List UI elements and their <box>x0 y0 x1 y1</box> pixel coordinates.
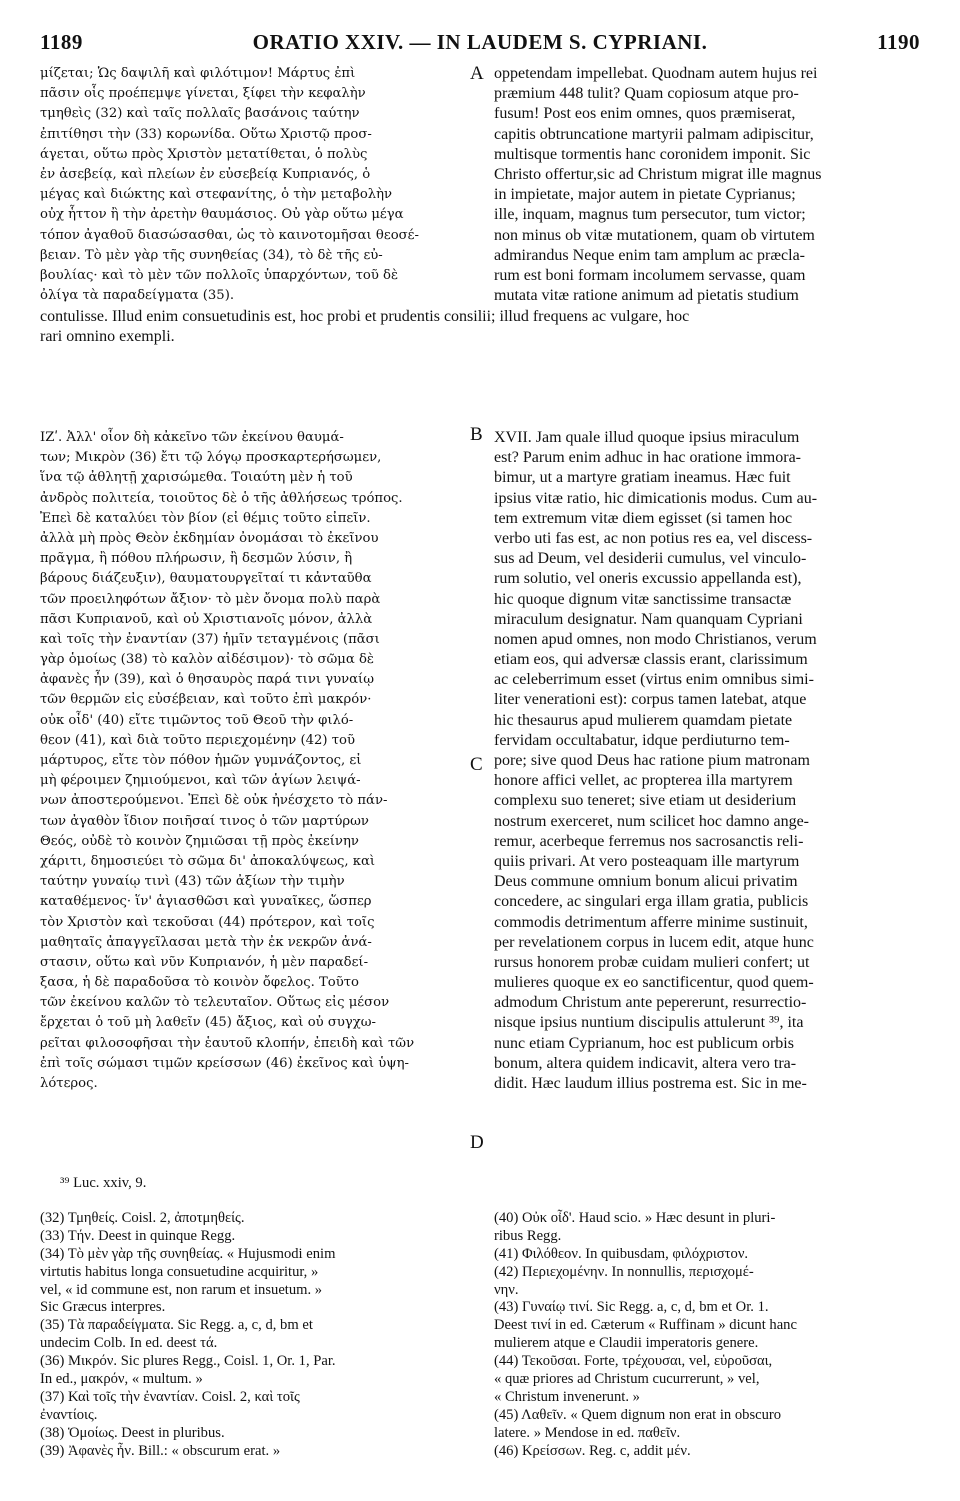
greek-text-line: μίζεται; Ὡς δαψιλῆ καὶ φιλότιμον! Μάρτυς ἐπὶ <box>40 66 356 81</box>
latin-text-line: rum est boni formam incolumem servasse, quam <box>494 266 806 284</box>
latin-text-line: non minus ob vitæ mutationem, quam ob virtutem <box>494 226 815 244</box>
greek-text-line: άγεται, οὕτω πρὸς Χριστὸν μετατίθεται, ὁ πολὺς <box>40 146 368 162</box>
footnote-line: vel, « id commune est, non rarum et insuetum. » <box>40 1281 323 1298</box>
greek-text-line: τῶν θερμῶν εἰς εὐσέβειαν, καὶ τοῦτο ἐπὶ μακρόν· <box>40 692 372 708</box>
greek-text-line: ἀφανὲς ἦν (39), καὶ ὁ θησαυρὸς παρά τινι γυναίῳ <box>40 672 374 688</box>
latin-text-line: nostrum exerceret, num scilicet hoc damno ange- <box>494 812 809 830</box>
footnotes-right <box>494 1210 920 1460</box>
greek-text-line: γὰρ ὁμοίως (38) τὸ καλὸν αἰδέσιμον)· τὸ σῶμα δὲ <box>40 652 374 668</box>
greek-text-line: βάρους διάζευξιν), θαυματουργεῖταί τι κἀνταῦθα <box>40 571 372 587</box>
greek-text-line: ΙΖʹ. Ἀλλ' οἷον δὴ κἀκεῖνο τῶν ἐκείνου θαυμά- <box>40 430 344 445</box>
greek-text-line: τόπον ἀγαθοῦ διασώσασθαι, ὡς τὸ καινοτομῆσαι θεοσέ- <box>40 227 419 243</box>
latin-text-line: rursus honorem probæ cuidam mulieri confert; ut <box>494 953 810 971</box>
greek-text-line: στασιν, οὕτω καὶ νῦν Κυπριανόν, ἡ μὲν παραδεί- <box>40 954 369 970</box>
latin-text-line: quiis privari. At vero posteaquam ille martyrum <box>494 852 800 870</box>
latin-text-line: multisque tormentis hanc coronidem imponit. Sic <box>494 145 811 163</box>
scripture-reference <box>60 1175 460 1193</box>
footnote-line: In ed., μακρόν, « multum. » <box>40 1371 203 1388</box>
page-header <box>40 30 920 58</box>
greek-text-line: ταύτην γυναίῳ τινὶ (43) τῶν ἀξίων τὴν τιμὴν <box>40 874 345 890</box>
greek-text-line: Θεός, οὐδὲ τὸ κοινὸν ζημιῶσαι τῇ πρὸς ἐκείνην <box>40 833 359 849</box>
latin-text-line: ille, inquam, magnus tum persecutor, tum victor; <box>494 206 806 224</box>
latin-text-line: nunc etiam Cyprianum, hoc est publicum orbis <box>494 1034 794 1052</box>
greek-text-line: ἵνα τῷ ἀθλητῇ χαρισώμεθα. Τοιαύτη μὲν ἡ τοῦ <box>40 470 353 486</box>
latin-text-line: ipsius vitæ ratio, hic dimicationis modus. Cum au- <box>494 489 818 507</box>
greek-text-line: ἐπιτίθησι τὴν (33) κορωνίδα. Οὕτω Χριστῷ προσ- <box>40 126 372 142</box>
running-title: ORATIO XXIV. — IN LAUDEM S. CYPRIANI. <box>252 30 708 54</box>
greek-text-line: ἐπὶ τοῖς σώμασι τιμῶν κρείσσων (46) ἐκεῖνος καὶ ὑψη- <box>40 1055 409 1071</box>
footnote-line: mulierem atque e Claudii imperatoris genere. <box>494 1335 759 1352</box>
latin-text-line: capitis obtruncatione martyrii palmam adipiscitur, <box>494 125 814 143</box>
latin-text-line: Christo offertur,sic ad Christum migrat ille magnus <box>494 165 822 183</box>
full-width-paragraph <box>40 307 920 347</box>
latin-text-line: hic thesaurus apud mulierem quamdam pietate <box>494 711 793 729</box>
latin-text-line: bimur, ut a martyre gratiam ineamus. Hæc fuit <box>494 469 791 487</box>
latin-text-line: commodis detrimentum afferre minime sustinuit, <box>494 913 808 931</box>
footnote-line: (43) Γυναίῳ τινί. Sic Regg. a, c, d, bm et Or. 1. <box>494 1299 769 1316</box>
greek-column-section-2 <box>40 428 470 1094</box>
latin-column-section-1 <box>494 64 920 306</box>
greek-column-section-1 <box>40 64 470 306</box>
footnote-line: (32) Τμηθείς. Coisl. 2, ἀποτμηθείς. <box>40 1210 245 1226</box>
footnote-line: (38) Ὁμοίως. Deest in pluribus. <box>40 1424 225 1441</box>
latin-text-line: etiam eos, qui adversæ classis erant, clarissimum <box>494 651 808 669</box>
footnote-line: « quæ priores ad Christum cucurrerunt, » vel, <box>494 1371 760 1388</box>
footnote-line: νην. <box>494 1281 519 1298</box>
footnote-line: undecim Colb. In ed. deest τά. <box>40 1335 218 1352</box>
latin-text-line: pore; sive quod Deus hac ratione pium matronam <box>494 752 810 769</box>
latin-column-section-2 <box>494 428 920 1094</box>
margin-marker-b: B <box>470 424 483 445</box>
latin-text-line: liter venerationi est): corpus tamen latebat, atque <box>494 691 807 709</box>
footnote-line: (36) Μικρόν. Sic plures Regg., Coisl. 1, Or. 1, Par. <box>40 1353 336 1370</box>
latin-text-line: nisque ipsius nuntium discipulis attulerunt ³⁹, ita <box>494 1014 804 1032</box>
greek-text-line: των ἀγαθὸν ἴδιον ποιῆσαί τινος ὁ τῶν μαρτύρων <box>40 813 369 829</box>
latin-text-line: Deus commune omnium bonum alicui privatim <box>494 873 798 891</box>
latin-text-line: contulisse. Illud enim consuetudinis est, hoc probi et prudentis consilii; illud frequens ac vulgare, hoc <box>40 308 690 325</box>
footnote-line: (39) Ἀφανὲς ἦν. Bill.: « obscurum erat. » <box>40 1442 281 1459</box>
greek-text-line: χάριτι, δημοσιεύει τὸ σῶμα δι' ἀποκαλύψεως, καὶ <box>40 853 376 869</box>
latin-text-line: per revelationem corpus in lucem edit, atque hunc <box>494 933 814 951</box>
page-number-left: 1189 <box>40 30 83 54</box>
footnote-line: (45) Λαθεῖν. « Quem dignum non erat in obscuro <box>494 1406 782 1423</box>
greek-text-line: ξασα, ἡ δὲ παραδοῦσα τὸ κοινὸν ὄφελος. Τοῦτο <box>40 975 359 991</box>
latin-text-line: tem extremum vitæ diem egisset (si tamen hoc <box>494 509 793 527</box>
latin-text-line: oppetendam impellebat. Quodnam autem hujus rei <box>494 65 818 82</box>
footnotes-left <box>40 1210 480 1460</box>
latin-text-line: sus ad Deum, vel desiderii cumulus, vel vinculo- <box>494 550 807 568</box>
greek-text-line: καταθέμενος· ἵν' ἁγιασθῶσι καὶ γυναῖκες, ὥσπερ <box>40 894 372 910</box>
latin-text-line: nomen apud omnes, non modo Christianos, verum <box>494 630 817 648</box>
latin-text-line: remur, acerbeque ferremus nos sacrosanctis reli- <box>494 832 804 850</box>
footnote-line: (40) Οὐκ οἶδ'. Haud scio. » Hæc desunt in pluri- <box>494 1210 776 1226</box>
latin-text-line: præmium 448 tulit? Quam copiosum atque pro- <box>494 85 799 103</box>
page-number-right: 1190 <box>877 30 920 54</box>
latin-text-line: mutata vitæ ratione animum ad pietatis studium <box>494 287 799 305</box>
greek-text-line: των; Μικρὸν (36) ἔτι τῷ λόγῳ προσκαρτερήσωμεν, <box>40 450 382 466</box>
latin-text-line: rari omnino exempli. <box>40 328 175 346</box>
footnote-line: (34) Τὸ μὲν γὰρ τῆς συνηθείας. « Hujusmodi enim <box>40 1245 336 1262</box>
greek-text-line: Ἐπεὶ δὲ καταλύει τὸν βίον (εἰ θέμις τοῦτο εἰπεῖν. <box>40 510 371 526</box>
latin-text-line: admirandus Neque enim tam amplum ac præcla- <box>494 246 806 264</box>
footnote-line: (41) Φιλόθεον. In quibusdam, φιλόχριστον. <box>494 1245 749 1262</box>
footnote-line: Sic Græcus interpres. <box>40 1299 166 1316</box>
footnote-line: « Christum invenerunt. » <box>494 1388 640 1405</box>
footnote-line: (46) Κρείσσων. Reg. c, addit μέν. <box>494 1442 691 1459</box>
footnote-line: Deest τινί in ed. Cæterum « Ruffinam » dicunt hanc <box>494 1317 797 1334</box>
greek-text-line: καὶ τοῖς τὴν ἐναντίαν (37) ἡμῖν τεταγμένοις (πᾶσι <box>40 631 380 647</box>
greek-text-line: ἀλλὰ μὴ πρὸς Θεὸν ἐκδημίαν ὀνομάσαι τὸ ἐκεῖνου <box>40 530 379 546</box>
latin-text-line: bonum, altera quidem indicavit, altera vero tra- <box>494 1054 797 1072</box>
margin-marker-a: A <box>470 63 484 84</box>
footnote-line: (33) Τήν. Deest in quinque Regg. <box>40 1227 236 1244</box>
latin-text-line: ac celeberrimum esset (virtus enim omnibus simi- <box>494 671 814 689</box>
greek-text-line: ἔρχεται ὁ τοῦ μὴ λαθεῖν (45) ἄξιος, καὶ οὐ συγχω- <box>40 1015 376 1031</box>
latin-text-line: rum solutio, vel oneris excussio appellanda est), <box>494 570 802 588</box>
footnote-line: (42) Περιεχομένην. In nonnullis, περισχομέ- <box>494 1263 754 1280</box>
greek-text-line: τῶν ἐκείνου καλῶν τὸ τελευταῖον. Οὕτως εἰς μέσον <box>40 995 390 1011</box>
greek-text-line: τῶν προειληφότων ἄξιον· τὸ μὲν ὄνομα πολὺ παρὰ <box>40 591 381 607</box>
margin-marker-d: D <box>470 1132 484 1153</box>
latin-text-line: honore affici vellet, ac propterea illa martyrem <box>494 772 793 790</box>
greek-text-line: τμηθεὶς (32) καὶ ταῖς πολλαῖς βασάνοις ταύτην <box>40 106 360 122</box>
greek-text-line: ἀνδρὸς πολιτεία, τοιοῦτος δὲ ὁ τῆς ἀθλήσεως τρόπος. <box>40 490 403 506</box>
latin-text-line: mulieres quoque ex eo sanctificentur, quod quem- <box>494 974 814 992</box>
footnote-line: virtutis habitus longa consuetudine acquiritur, » <box>40 1263 319 1280</box>
latin-text-line: hic quoque dignum vitæ sanctissime transactæ <box>494 590 792 608</box>
greek-text-line: οὐχ ἧττον ἢ τὴν ἀρετὴν θαυμάσιος. Οὐ γὰρ οὕτω μέγα <box>40 207 404 223</box>
greek-text-line: μάρτυρος, εἴτε τὸν πόθον ἡμῶν γυμνάζοντος, εἰ <box>40 753 362 768</box>
latin-text-line: concedere, ac singulari erga illam gratia, publicis <box>494 893 809 911</box>
footnote-line: latere. » Mendose in ed. παθεῖν. <box>494 1424 681 1441</box>
margin-marker-c: C <box>470 754 483 775</box>
greek-text-line: βειαν. Τὸ μὲν γὰρ τῆς συνηθείας (34), τὸ δὲ τῆς εὐ- <box>40 247 383 263</box>
greek-text-line: τὸν Χριστὸν καὶ τεκοῦσαι (44) πρότερον, καὶ τοῖς <box>40 914 375 930</box>
latin-text-line: fusum! Post eos enim omnes, quos præmiserat, <box>494 105 796 123</box>
greek-text-line: οὐκ οἶδ' (40) εἴτε τιμῶντος τοῦ Θεοῦ τὴν φιλό- <box>40 712 354 728</box>
greek-text-line: βουλίας· καὶ τὸ μὲν τῶν πολλοῖς ὑπαρχόντων, τοῦ δὲ <box>40 267 399 283</box>
latin-text-line: fervidam occultabatur, idque perdiuturno tem- <box>494 731 790 749</box>
greek-text-line: πρᾶγμα, ἢ πόθου πλήρωσιν, ἢ δεσμῶν λύσιν, ἢ <box>40 551 353 567</box>
footnote-line: ἐναντίοις. <box>40 1406 98 1423</box>
greek-text-line: πᾶσιν οἷς προέπεμψε γίνεται, ξίφει τὴν κεφαλὴν <box>40 86 366 102</box>
greek-text-line: θεον (41), καὶ διὰ τοῦτο περιεχομένην (42) τοῦ <box>40 732 355 748</box>
greek-text-line: λότερος. <box>40 1076 98 1091</box>
latin-text-line: miraculum designatur. Nam quanquam Cypriani <box>494 610 803 628</box>
greek-text-line: ρεῖται φιλοσοφῆσαι τὴν ἑαυτοῦ κλοπήν, ἐπειδὴ καὶ τῶν <box>40 1035 415 1051</box>
greek-text-line: ὀλίγα τὰ παραδείγματα (35). <box>40 288 235 304</box>
footnote-line: (35) Τὰ παραδείγματα. Sic Regg. a, c, d, bm et <box>40 1317 313 1334</box>
latin-text-line: in impietate, major autem in pietate Cyprianus; <box>494 186 796 204</box>
greek-text-line: πᾶσι Κυπριανοῦ, καὶ οὐ Χριστιανοῖς μόνον, ἀλλὰ <box>40 611 373 627</box>
latin-text-line: verbo uti fas est, ac non potius res ea, vel discess- <box>494 529 813 547</box>
latin-text-line: XVII. Jam quale illud quoque ipsius miraculum <box>494 429 800 446</box>
latin-text-line: didit. Hæc laudum illius postrema est. Sic in me- <box>494 1075 807 1092</box>
greek-text-line: μαθηταῖς ἀπαγγεῖλασαι μετὰ τὴν ἐκ νεκρῶν ἀνά- <box>40 934 372 950</box>
greek-text-line: μὴ φέροιμεν ζημιούμενοι, καὶ τῶν ἁγίων λειψά- <box>40 773 361 789</box>
greek-text-line: νων ἀποστερούμενοι. Ἐπεὶ δὲ οὐκ ἠνέσχετο τὸ πάν- <box>40 793 388 809</box>
footnote-line: ribus Regg. <box>494 1227 562 1244</box>
footnote-line: (44) Τεκοῦσαι. Forte, τρέχουσαι, vel, εὑροῦσαι, <box>494 1353 773 1370</box>
latin-text-line: admodum Christum ante pepererunt, resurrectio- <box>494 994 807 1012</box>
greek-text-line: ἐν ἀσεβείᾳ, καὶ πλείων ἐν εὐσεβείᾳ Κυπριανός, ὁ <box>40 166 371 182</box>
footnote-line: (37) Καὶ τοῖς τὴν ἐναντίαν. Coisl. 2, καὶ τοῖς <box>40 1388 300 1405</box>
latin-text-line: complexu suo teneret; sive etiam ut desiderium <box>494 792 797 810</box>
latin-text-line: est? Parum enim adhuc in hac oratione immora- <box>494 449 802 467</box>
scripture-reference-line: ³⁹ Luc. xxiv, 9. <box>60 1175 147 1191</box>
greek-text-line: μέγας καὶ διώκτης καὶ στεφανίτης, ὁ τὴν μεταβολὴν <box>40 187 393 203</box>
